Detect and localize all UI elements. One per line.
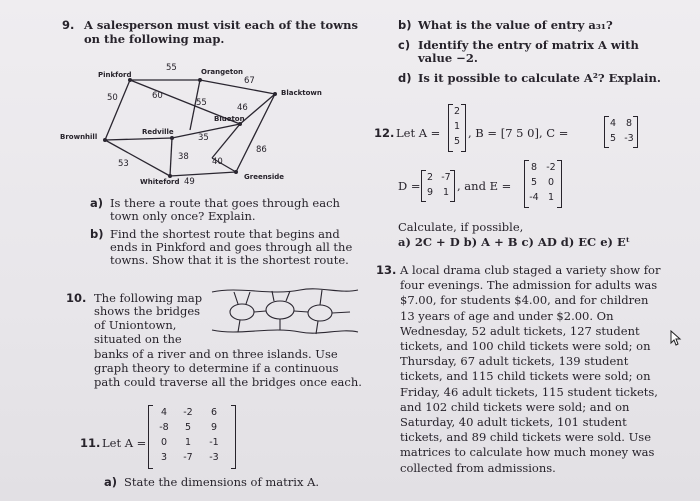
qc-line1: Identify the entry of matrix A with: [418, 38, 639, 52]
weight-pink-brown: 50: [107, 93, 118, 103]
edge-whiteford-greenside: [170, 172, 236, 176]
q12-matrix-C: 4 8 5 -3: [604, 116, 638, 148]
q12-B-def: , B = [7 5 0], C =: [468, 126, 569, 140]
weight-pink-blue: 60: [152, 91, 163, 101]
q12-let: Let A =: [396, 126, 441, 140]
q11-let: Let A =: [102, 436, 147, 450]
river-bank-top: [212, 289, 358, 292]
town-blacktown: Blacktown: [281, 89, 322, 97]
weight-blue-green: 40: [212, 157, 223, 167]
q13-number: 13.: [376, 263, 397, 277]
q11-matrix-cell: 9: [210, 422, 218, 433]
q9a-line1: Is there a route that goes through each: [110, 196, 340, 210]
q12-calc-line: Calculate, if possible,: [398, 220, 524, 234]
q12-D-label: D =: [398, 179, 421, 193]
qb-text: What is the value of entry a₃₁?: [418, 18, 613, 32]
q11-matrix-cell: 1: [184, 437, 192, 448]
weight-red-white: 38: [178, 152, 189, 162]
q13-line: Saturday, 40 adult tickets, 101 student: [400, 415, 627, 429]
weight-red-blue: 35: [198, 133, 209, 143]
q11-matrix-cell: -8: [159, 422, 169, 433]
weight-blue-black: 46: [237, 103, 248, 113]
qb-label: b): [398, 18, 412, 32]
q9-line2: on the following map.: [84, 32, 225, 46]
q11-matrix-A: [148, 405, 236, 469]
q9b-line3: towns. Show that it is the shortest route.: [110, 253, 349, 267]
island-3: [308, 305, 332, 321]
q13-line: and 102 child tickets were sold; and on: [400, 399, 630, 414]
edge-brownhill-whiteford: [105, 140, 170, 176]
q9b-line2: ends in Pinkford and goes through all the: [110, 240, 353, 254]
q11-matrix-cell: 0: [160, 437, 168, 448]
q13-line: four evenings. The admission for adults was: [400, 278, 658, 293]
island-1: [230, 304, 254, 320]
town-brownhill: Brownhill: [60, 133, 98, 141]
edge-brownhill-redville: [105, 138, 172, 140]
weight-pink-orange: 55: [166, 63, 177, 73]
weight-orange-black: 67: [244, 76, 255, 86]
q10-line6: graph theory to determine if a continuous: [94, 361, 339, 375]
q11-matrix-cell: 3: [160, 452, 168, 463]
edge-orangeton-blacktown: [200, 80, 275, 94]
q11-matrix-cell: -3: [209, 452, 219, 463]
q13-line: tickets, and 100 child tickets were sold; on: [400, 339, 651, 353]
q12-matrix-A: 2 1 5: [448, 104, 466, 152]
qc-line2: value −2.: [418, 51, 478, 65]
node-redville: [170, 136, 174, 140]
q11-matrix-cell: 4: [160, 407, 168, 418]
q10-line5: banks of a river and on three islands. Use: [94, 347, 338, 361]
q13-line: tickets, and 89 child tickets were sold. Use: [400, 430, 652, 445]
weight-white-green: 49: [184, 177, 195, 187]
mouse-pointer-icon: [670, 330, 682, 346]
qc-label: c): [398, 38, 411, 52]
node-greenside: [234, 170, 238, 174]
q9-number: 9.: [62, 18, 75, 32]
town-greenside: Greenside: [244, 173, 285, 181]
q13-line: matrices to calculate how much money was: [400, 445, 655, 460]
town-whiteford: Whiteford: [140, 178, 180, 186]
q12-parts: a) 2C + D b) A + B c) AD d) EC e) Eᵗ: [398, 235, 630, 249]
q13-line: Thursday, 67 adult tickets, 139 student: [400, 354, 629, 369]
q9b-label: b): [90, 227, 104, 241]
qd-text: Is it possible to calculate A²? Explain.: [418, 71, 661, 85]
q10-line4: situated on the: [94, 332, 182, 346]
q9b-line1: Find the shortest route that begins and: [110, 227, 340, 241]
weight-black-green: 86: [256, 145, 267, 155]
town-redville: Redville: [142, 128, 174, 136]
uniontown-bridges-map: [210, 282, 360, 340]
weight-brown-white: 53: [118, 159, 129, 169]
q13-line: Friday, 46 adult tickets, 115 student tickets,: [400, 384, 658, 399]
node-blacktown: [273, 92, 277, 96]
q13-line: $7.00, for students $4.00, and for children: [400, 293, 649, 308]
q10-line1: The following map: [94, 291, 203, 305]
q9a-label: a): [90, 196, 104, 210]
q13-line: tickets, and 115 child tickets were sold; on: [400, 369, 651, 384]
town-blueton: Blueton: [214, 115, 245, 123]
q11-matrix-cell: 6: [210, 407, 218, 418]
q9-line1: A salesperson must visit each of the towns: [84, 18, 358, 32]
q13-line: A local drama club staged a variety show for: [400, 263, 661, 277]
q12-and-E: , and E =: [457, 179, 512, 193]
q11-number: 11.: [80, 436, 101, 450]
q10-number: 10.: [66, 291, 87, 305]
river-bank-bottom: [212, 330, 358, 333]
node-brownhill: [103, 138, 107, 142]
q13-line: 13 years of age and under $2.00. On: [400, 308, 614, 323]
node-orangeton: [198, 78, 202, 82]
q10-line2: shows the bridges: [94, 304, 201, 318]
q12-matrix-D: 2 -7 9 1: [421, 170, 455, 202]
q11-matrix-cell: -1: [209, 437, 219, 448]
weight-orange-blue: 55: [196, 98, 207, 108]
q10-line3: of Uniontown,: [94, 318, 177, 332]
q13-line: Wednesday, 52 adult tickets, 127 student: [400, 323, 640, 338]
q12-number: 12.: [374, 126, 395, 140]
q11-matrix-cell: 5: [184, 422, 192, 433]
q9a-line2: town only once? Explain.: [110, 209, 256, 223]
town-pinkford: Pinkford: [98, 71, 132, 79]
edge-redville-whiteford: [170, 138, 172, 176]
qd-label: d): [398, 71, 412, 85]
q12-matrix-E: 8 -2 5 0 -4 1: [524, 160, 562, 208]
q11a-label: a): [104, 475, 118, 489]
edge-pinkford-brownhill: [105, 80, 130, 140]
island-2: [266, 301, 294, 319]
q11-matrix-cell: -7: [183, 452, 193, 463]
q11a-text: State the dimensions of matrix A.: [124, 475, 320, 489]
q10-line7: path could traverse all the bridges once each.: [94, 375, 362, 389]
town-orangeton: Orangeton: [201, 68, 244, 76]
q13-line: collected from admissions.: [400, 460, 556, 475]
q11-matrix-cell: -2: [183, 407, 193, 418]
